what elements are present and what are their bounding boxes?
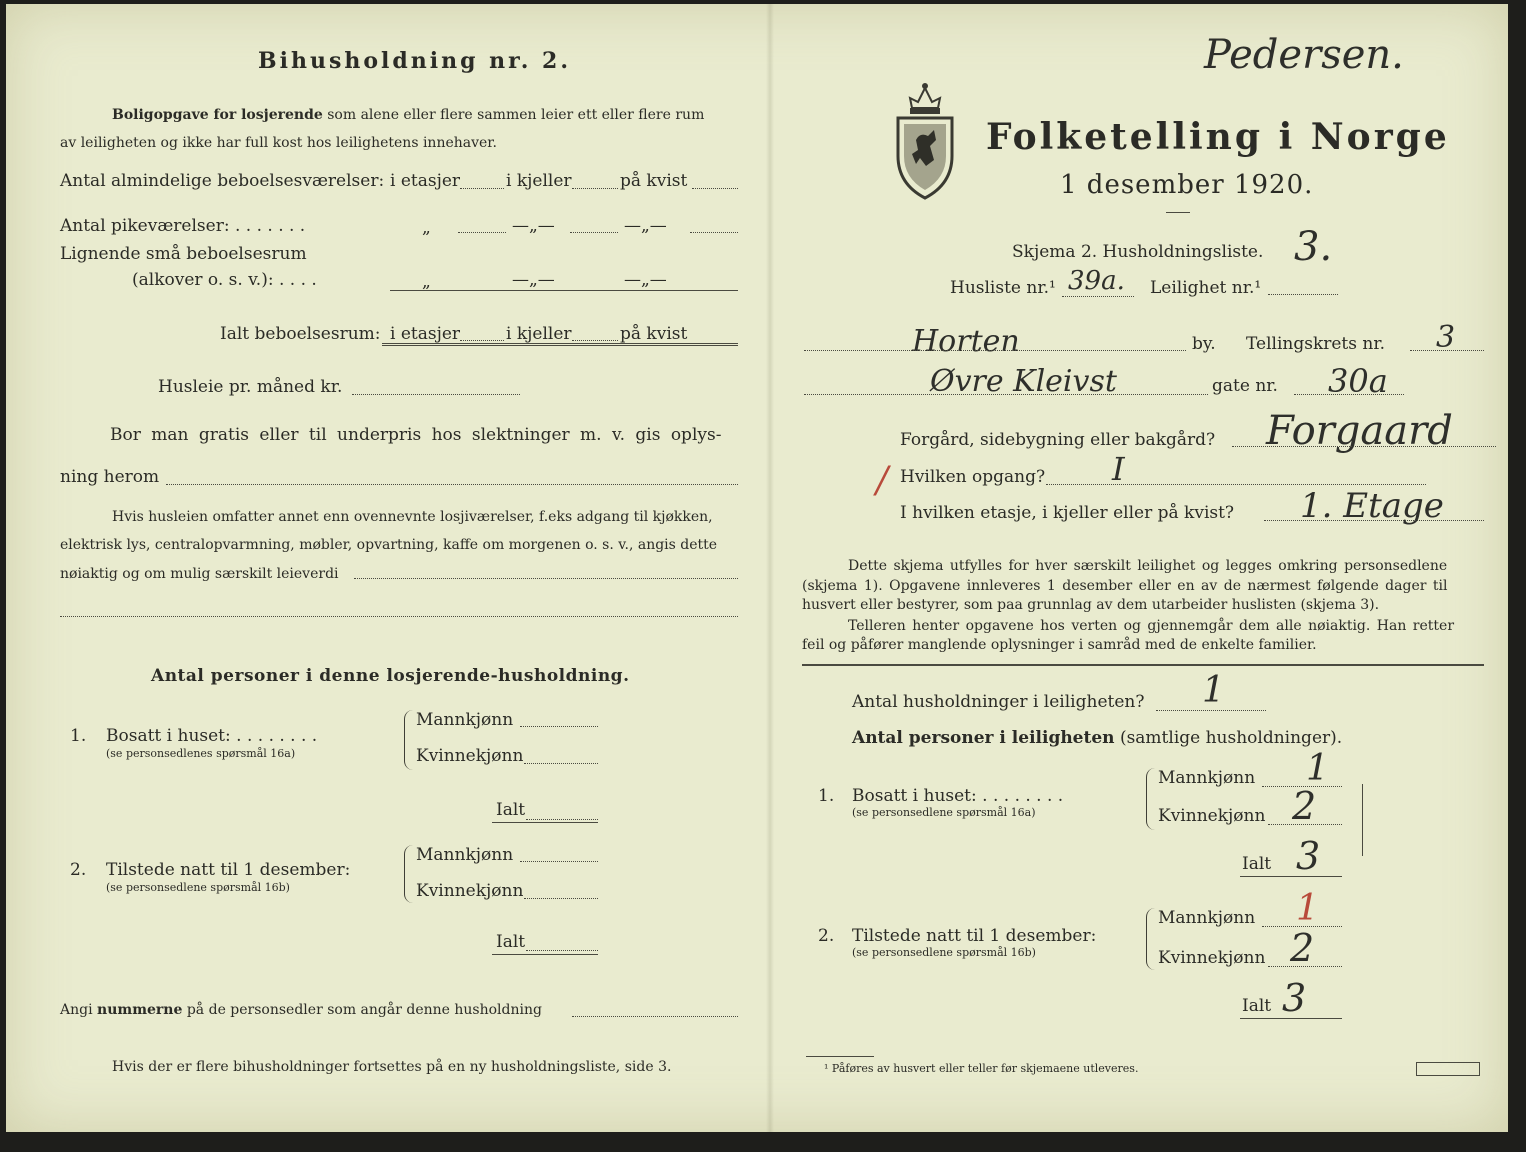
right-bosatt-kvinne-field[interactable] (1268, 824, 1342, 825)
info-line-1: Dette skjema utfylles for hver særskilt leilighet og legges omkring personsedlene (848, 558, 1448, 574)
lignende-ditto-2: —„— (512, 270, 555, 290)
pike-field-2[interactable] (570, 232, 618, 233)
hvis-line-1: Hvis husleien omfatter annet enn ovennevnte losjiværelser, f.eks adgang til kjøkken, (112, 509, 713, 525)
lignende-ditto-3: —„— (624, 270, 667, 290)
gratis-field[interactable] (166, 484, 738, 485)
intro-rest: som alene eller flere sammen leier ett eller flere rum (327, 107, 705, 123)
husleie-field[interactable] (352, 394, 520, 395)
by-field[interactable] (804, 350, 1186, 351)
intro-bold: Boligopgave for losjerende (112, 107, 323, 123)
right-persons-rest: (samtlige husholdninger). (1119, 728, 1343, 748)
lignende-label-2: (alkover o. s. v.): . . . . (132, 270, 317, 290)
left-bosatt-ialt-field[interactable] (526, 819, 598, 820)
info-line-2: (skjema 1). Opgavene innleveres 1 desember eller en av de nærmest følgende dager til (802, 578, 1448, 594)
gate-field[interactable] (804, 394, 1208, 395)
left-footer: Hvis der er flere bihusholdninger fortsettes på en ny husholdningsliste, side 3. (112, 1059, 672, 1075)
gratis-line-2: ning herom (60, 467, 160, 487)
left-bosatt-brace (404, 710, 413, 770)
census-sheet (6, 4, 1508, 1132)
pike-ditto-2: —„— (512, 216, 555, 236)
rooms-label: Antal almindelige beboelsesværelser: (60, 171, 385, 191)
leieverdi-field[interactable] (354, 578, 738, 579)
right-tilstede-brace (1146, 908, 1155, 970)
left-bosatt-mann-field[interactable] (520, 726, 598, 727)
left-bosatt-sub: (se personsedlenes spørsmål 16a) (106, 747, 296, 760)
lignende-ditto-1: „ (422, 272, 431, 292)
leilighet-field[interactable] (1268, 294, 1338, 295)
right-tilstede-kvinne-field[interactable] (1268, 966, 1342, 967)
right-bosatt-sub: (se personsedlene spørsmål 16a) (852, 806, 1036, 819)
rooms-kjeller: i kjeller (506, 171, 572, 191)
gate-nr-field[interactable] (1294, 394, 1404, 395)
left-bosatt-ialt-line (492, 822, 598, 823)
left-bosatt-kvinne-field[interactable] (524, 763, 598, 764)
lignende-label-1: Lignende små beboelsesrum (60, 244, 307, 264)
left-tilstede-sub: (se personsedlene spørsmål 16b) (106, 881, 290, 894)
right-tilstede-label: Tilstede natt til 1 desember: (852, 926, 1097, 946)
ialt-rooms-kvist: på kvist (620, 324, 688, 344)
right-tilstede-sub: (se personsedlene spørsmål 16b) (852, 946, 1036, 959)
red-tick-mark: / (876, 460, 889, 501)
date-dash (1166, 212, 1190, 213)
gate-label: gate nr. (1212, 376, 1278, 396)
right-tilstede-num: 2. (818, 926, 835, 946)
left-bosatt-num: 1. (70, 726, 87, 746)
left-tilstede-label: Tilstede natt til 1 desember: (106, 860, 351, 880)
angi-pre: Angi (60, 1002, 93, 1018)
right-bosatt-ialt: Ialt (1242, 854, 1272, 874)
left-bosatt-label: Bosatt i huset: . . . . . . . . (106, 726, 318, 746)
rooms-kvist: på kvist (620, 171, 688, 191)
opgang-value: I (1112, 450, 1125, 488)
right-bosatt-ialt-value: 3 (1296, 834, 1321, 878)
ialt-rooms-etasjer: i etasjer (390, 324, 461, 344)
etasje-label: I hvilken etasje, i kjeller eller på kvist? (900, 503, 1235, 523)
right-tilstede-mann: Mannkjønn (1158, 908, 1256, 928)
right-bosatt-label: Bosatt i huset: . . . . . . . . (852, 786, 1064, 806)
right-tilstede-kvinne-value: 2 (1290, 926, 1315, 970)
forgard-field[interactable] (1232, 446, 1496, 447)
footnote-rule (806, 1056, 874, 1057)
rooms-etasjer: i etasjer (390, 171, 461, 191)
ialt-etasjer-field[interactable] (460, 340, 504, 341)
pike-field-3[interactable] (690, 232, 738, 233)
right-bosatt-kvinne: Kvinnekjønn (1158, 806, 1266, 826)
rooms-etasjer-field[interactable] (460, 188, 504, 189)
footnote: ¹ Påføres av husvert eller teller før skjemaene utleveres. (824, 1062, 1139, 1075)
etasje-value: 1. Etage (1300, 486, 1444, 526)
husliste-field[interactable] (1062, 296, 1134, 297)
page-fold (766, 4, 774, 1132)
norway-coat-of-arms-icon (890, 80, 960, 202)
left-tilstede-kvinne: Kvinnekjønn (416, 881, 524, 901)
by-value: Horten (912, 324, 1020, 359)
opgang-field[interactable] (1046, 484, 1426, 485)
right-bosatt-brace (1146, 768, 1155, 830)
husleie-label: Husleie pr. måned kr. (158, 377, 343, 397)
leieverdi-field-2[interactable] (60, 616, 738, 617)
right-tilstede-ialt: Ialt (1242, 996, 1272, 1016)
leilighet-label: Leilighet nr.¹ (1150, 278, 1262, 298)
hush-field[interactable] (1156, 710, 1266, 711)
form-title: Folketelling i Norge (986, 116, 1450, 158)
skjema-number: 3. (1294, 224, 1333, 270)
info-line-3: husvert eller bestyrer, som paa grunnlag av dem utarbeider huslisten (skjema 3). (802, 597, 1380, 613)
right-tilstede-kvinne: Kvinnekjønn (1158, 948, 1266, 968)
gate-number: 30a (1328, 362, 1388, 400)
husliste-label: Husliste nr.¹ (950, 278, 1056, 298)
angi-bold: nummerne (97, 1002, 183, 1018)
form-date: 1 desember 1920. (1060, 170, 1314, 200)
info-divider (802, 664, 1484, 666)
ialt-kjeller-field[interactable] (572, 340, 618, 341)
info-line-4: Telleren henter opgavene hos verten og gjennemgår dem alle nøiaktig. Han retter (848, 618, 1455, 634)
left-persons-heading: Antal personer i denne losjerende-husholdning. (151, 666, 630, 686)
lignende-underline (390, 290, 738, 291)
left-tilstede-brace (404, 845, 413, 903)
gratis-line-1: Bor man gratis eller til underpris hos slektninger m. v. gis oplys- (110, 425, 722, 445)
left-bosatt-kvinne: Kvinnekjønn (416, 746, 524, 766)
left-bosatt-ialt: Ialt (496, 800, 526, 820)
right-bosatt-mann: Mannkjønn (1158, 768, 1256, 788)
right-tilstede-mann-value: 1 (1296, 888, 1319, 929)
pike-ditto-3: —„— (624, 216, 667, 236)
etasje-field[interactable] (1264, 520, 1484, 521)
gate-value: Øvre Kleivst (930, 364, 1117, 399)
ialt-rooms-label: Ialt beboelsesrum: (220, 324, 381, 344)
corner-name: Pedersen. (1204, 32, 1404, 78)
printer-stamp (1416, 1062, 1480, 1076)
hush-label: Antal husholdninger i leiligheten? (852, 692, 1145, 712)
hush-value: 1 (1202, 670, 1225, 711)
left-tilstede-ialt-field[interactable] (526, 950, 598, 951)
tellingskrets-field[interactable] (1410, 350, 1484, 351)
left-tilstede-num: 2. (70, 860, 87, 880)
by-label: by. (1192, 334, 1216, 354)
hvis-line-3: nøiaktig og om mulig særskilt leieverdi (60, 566, 339, 582)
pike-ditto-1: „ (422, 218, 431, 238)
pike-field-1[interactable] (458, 232, 506, 233)
left-tilstede-kvinne-field[interactable] (524, 898, 598, 899)
rooms-kvist-field[interactable] (692, 188, 738, 189)
skjema-label: Skjema 2. Husholdningsliste. (1012, 242, 1264, 262)
right-margin-stroke (1362, 784, 1363, 856)
intro-line-1 (112, 107, 704, 123)
right-bosatt-num: 1. (818, 786, 835, 806)
angi-field[interactable] (572, 1016, 738, 1017)
right-tilstede-ialt-value: 3 (1282, 976, 1307, 1020)
left-tilstede-ialt: Ialt (496, 932, 526, 952)
right-bosatt-ialt-line (1240, 876, 1342, 877)
rooms-kjeller-field[interactable] (572, 188, 618, 189)
left-tilstede-mann: Mannkjønn (416, 845, 514, 865)
husliste-value: 39a. (1068, 266, 1125, 296)
forgard-label: Forgård, sidebygning eller bakgård? (900, 430, 1216, 450)
right-persons-bold: Antal personer i leiligheten (852, 728, 1115, 748)
pike-label: Antal pikeværelser: . . . . . . . (60, 216, 306, 236)
forgard-value: Forgaard (1266, 408, 1453, 454)
hvis-line-2: elektrisk lys, centralopvarmning, møbler, opvartning, kaffe om morgenen o. s. v., angis dette (60, 537, 718, 553)
ialt-rooms-double-line (382, 343, 738, 346)
left-bosatt-mann: Mannkjønn (416, 710, 514, 730)
left-heading: Bihusholdning nr. 2. (258, 48, 571, 74)
intro-line-2: av leiligheten og ikke har full kost hos leilighetens innehaver. (60, 135, 497, 151)
left-tilstede-mann-field[interactable] (520, 861, 598, 862)
right-bosatt-mann-value: 1 (1306, 748, 1329, 789)
tellingskrets-value: 3 (1436, 320, 1456, 355)
info-line-5: feil og påfører manglende oplysninger i samråd med de enkelte familier. (802, 637, 1317, 653)
ialt-rooms-kjeller: i kjeller (506, 324, 572, 344)
right-bosatt-kvinne-value: 2 (1292, 784, 1317, 828)
tellingskrets-label: Tellingskrets nr. (1246, 334, 1386, 354)
left-tilstede-ialt-line (492, 954, 598, 955)
angi-line (60, 1002, 542, 1018)
right-persons-heading (852, 728, 1342, 748)
opgang-label: Hvilken opgang? (900, 467, 1046, 487)
right-tilstede-ialt-line (1240, 1018, 1342, 1019)
angi-rest: på de personsedler som angår denne husholdning (186, 1002, 542, 1018)
